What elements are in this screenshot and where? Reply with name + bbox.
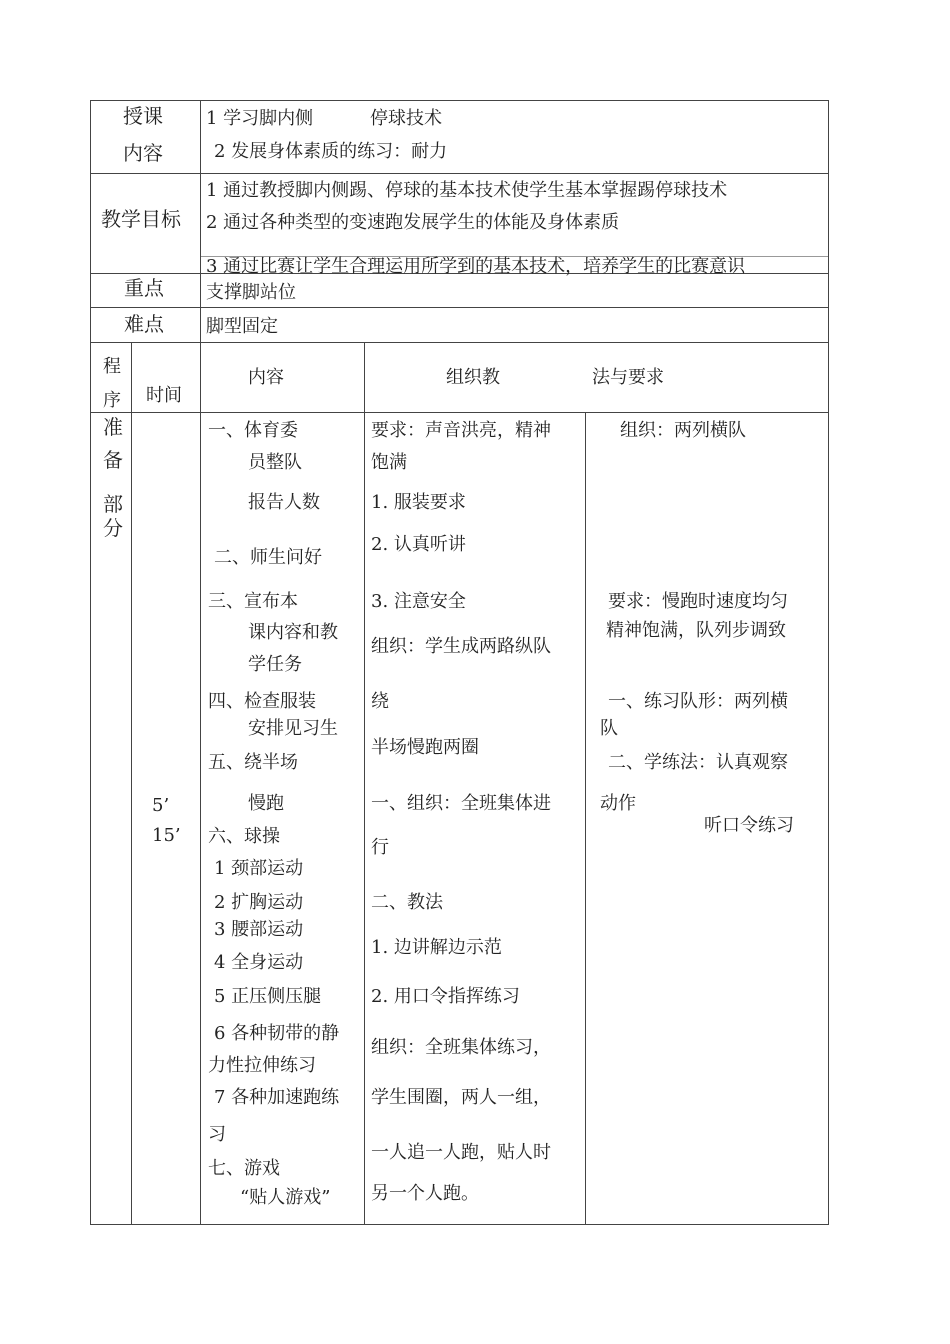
time-value: 5’ bbox=[152, 795, 170, 816]
organization-item: 队 bbox=[600, 718, 618, 739]
method-item: 3. 注意安全 bbox=[371, 591, 466, 612]
method-item: 组织：学生成两路纵队 bbox=[371, 636, 551, 657]
content-item: 力性拉伸练习 bbox=[208, 1055, 316, 1076]
content-item: 六、球操 bbox=[208, 826, 280, 847]
method-item: 学生围圈，两人一组， bbox=[371, 1087, 551, 1108]
content-item: 4 全身运动 bbox=[214, 952, 304, 973]
method-item: 另一个人跑。 bbox=[371, 1183, 479, 1204]
col-header-organization: 组织教 bbox=[446, 367, 500, 388]
organization-item: 组织：两列横队 bbox=[620, 420, 746, 441]
method-item: 1. 服装要求 bbox=[371, 492, 466, 513]
content-item: 慢跑 bbox=[248, 793, 284, 814]
content-item: 五、绕半场 bbox=[208, 752, 298, 773]
content-item: 七、游戏 bbox=[208, 1158, 280, 1179]
teaching-content-label: 内容 bbox=[123, 141, 163, 165]
method-item: 半场慢跑两圈 bbox=[371, 737, 479, 758]
rule bbox=[364, 342, 365, 1225]
col-header-content: 内容 bbox=[248, 367, 284, 388]
method-item: 1. 边讲解边示范 bbox=[371, 937, 502, 958]
col-header-organization: 法与要求 bbox=[592, 367, 664, 388]
content-item: 员整队 bbox=[248, 452, 302, 473]
method-item: 2. 认真听讲 bbox=[371, 534, 466, 555]
col-header-procedure: 序 bbox=[103, 390, 121, 411]
content-item: 习 bbox=[208, 1124, 226, 1145]
rule bbox=[90, 100, 91, 1225]
organization-item: 听口令练习 bbox=[704, 815, 794, 836]
key-point-label: 重点 bbox=[124, 276, 164, 300]
method-item: 组织：全班集体练习， bbox=[371, 1037, 551, 1058]
method-item: 一人追一人跑，贴人时 bbox=[371, 1142, 551, 1163]
key-point-value: 支撑脚站位 bbox=[206, 282, 296, 303]
organization-item: 动作 bbox=[600, 793, 636, 814]
content-item: 报告人数 bbox=[248, 492, 320, 513]
content-item: 5 正压侧压腿 bbox=[214, 986, 322, 1007]
content-item: 一、体育委 bbox=[208, 420, 298, 441]
organization-item: 一、练习队形：两列横 bbox=[608, 691, 788, 712]
content-item: 学任务 bbox=[248, 654, 302, 675]
difficulty-label: 难点 bbox=[124, 312, 164, 336]
method-item: 2. 用口令指挥练习 bbox=[371, 986, 520, 1007]
content-item: 课内容和教 bbox=[248, 622, 338, 643]
col-header-time: 时间 bbox=[146, 385, 182, 406]
teaching-content-item: 2 发展身体素质的练习：耐力 bbox=[214, 141, 448, 162]
time-value: 15’ bbox=[152, 825, 181, 846]
col-header-procedure: 程 bbox=[103, 356, 121, 377]
organization-item: 要求：慢跑时速度均匀 bbox=[608, 591, 788, 612]
rule bbox=[131, 342, 132, 1225]
objectives-label: 教学目标 bbox=[101, 207, 181, 231]
teaching-content-item: 1 学习脚内侧 bbox=[206, 108, 314, 129]
section-name: 准 bbox=[103, 415, 123, 439]
method-item: 二、教法 bbox=[371, 892, 443, 913]
content-item: 2 扩胸运动 bbox=[214, 892, 304, 913]
rule bbox=[585, 412, 586, 1225]
difficulty-value: 脚型固定 bbox=[206, 316, 278, 337]
content-item: “贴人游戏” bbox=[240, 1187, 331, 1208]
organization-item: 二、学练法：认真观察 bbox=[608, 752, 788, 773]
method-item: 一、组织：全班集体进 bbox=[371, 793, 551, 814]
method-item: 饱满 bbox=[371, 452, 407, 473]
objective-item: 2 通过各种类型的变速跑发展学生的体能及身体素质 bbox=[206, 212, 620, 233]
content-item: 3 腰部运动 bbox=[214, 919, 304, 940]
objective-item: 1 通过教授脚内侧踢、停球的基本技术使学生基本掌握踢停球技术 bbox=[206, 180, 728, 201]
method-item: 绕 bbox=[371, 691, 389, 712]
organization-item: 精神饱满，队列步调致 bbox=[606, 620, 786, 641]
teaching-content-label: 授课 bbox=[123, 104, 163, 128]
content-item: 四、检查服装 bbox=[208, 691, 316, 712]
content-item: 安排见习生 bbox=[248, 718, 338, 739]
teaching-content-item: 停球技术 bbox=[370, 108, 442, 129]
section-name: 部 bbox=[103, 492, 123, 516]
content-item: 7 各种加速跑练 bbox=[214, 1087, 340, 1108]
method-item: 要求：声音洪亮，精神 bbox=[371, 420, 551, 441]
content-item: 二、师生问好 bbox=[214, 547, 322, 568]
rule bbox=[828, 100, 829, 1225]
section-name: 分 bbox=[103, 516, 123, 540]
content-item: 1 颈部运动 bbox=[214, 858, 304, 879]
rule bbox=[200, 100, 201, 1225]
content-item: 三、宣布本 bbox=[208, 591, 298, 612]
section-name: 备 bbox=[103, 448, 123, 472]
content-item: 6 各种韧带的静 bbox=[214, 1023, 340, 1044]
method-item: 行 bbox=[371, 837, 389, 858]
objective-item: 3 通过比赛让学生合理运用所学到的基本技术，培养学生的比赛意识 bbox=[206, 256, 746, 277]
